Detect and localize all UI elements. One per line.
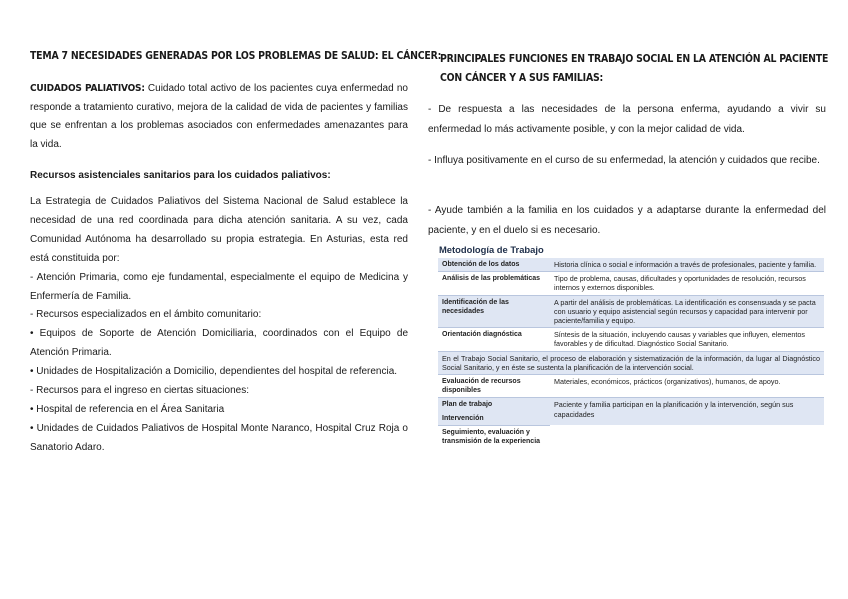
list-item: - Recursos para el ingreso en ciertas situaciones: <box>30 385 249 397</box>
page-title: TEMA 7 NECESIDADES GENERADAS POR LOS PROBLEMAS DE SALUD: EL CÁNCER: <box>30 50 442 62</box>
function-point: - De respuesta a las necesidades de la persona enferma, ayudando a vivir su enfermedad lo más activamente posible, y con la mejor calidad de vida. <box>428 104 826 135</box>
table-row <box>438 375 824 398</box>
cuidados-paliativos-label: CUIDADOS PALIATIVOS: <box>30 83 145 94</box>
row-value: Paciente y familia participan en la planificación y la intervención, según sus capacidades <box>550 398 824 425</box>
list-item: • Unidades de Hospitalización a Domicilio, dependientes del hospital de referencia. <box>30 366 398 378</box>
row-key: Seguimiento, evaluación y transmisión de la experiencia <box>442 428 541 446</box>
list-item: - Recursos especializados en el ámbito comunitario: <box>30 309 262 321</box>
function-point: - Influya positivamente en el curso de su enfermedad, la atención y cuidados que recibe. <box>428 155 820 166</box>
table-row <box>438 258 824 272</box>
row-value: A partir del análisis de problemáticas. La identificación es consensuada y se pacta con usuario y equipo asistencial según recursos y capacidad para intervenir por paciente/familia y equipo. <box>550 295 824 328</box>
section-title: PRINCIPALES FUNCIONES EN TRABAJO SOCIAL EN LA ATENCIÓN AL PACIENTE CON CÁNCER Y A SUS FAMILIAS: <box>440 53 829 84</box>
table-title: Metodología de Trabajo <box>439 244 544 255</box>
row-value: Materiales, económicos, prácticos (organizativos), humanos, de apoyo. <box>550 375 824 398</box>
table-row <box>438 425 824 448</box>
row-key: Orientación diagnóstica <box>438 328 550 351</box>
list-item: • Unidades de Cuidados Paliativos de Hospital Monte Naranco, Hospital Cruz Roja o Sanatorio Adaro. <box>30 422 408 453</box>
row-value: Historia clínica o social e información a través de profesionales, paciente y familia. <box>550 258 824 272</box>
table-row <box>438 295 824 328</box>
list-item: • Hospital de referencia en el Área Sanitaria <box>30 403 225 415</box>
row-key: Obtención de los datos <box>438 258 550 272</box>
recursos-subheading: Recursos asistenciales sanitarios para los cuidados paliativos: <box>30 170 331 181</box>
recursos-list <box>30 193 408 458</box>
row-key: Evaluación de recursos disponibles <box>438 375 550 398</box>
list-item: • Equipos de Soporte de Atención Domiciliaria, coordinados con el Equipo de Atención Primaria. <box>30 328 408 359</box>
function-point: - Ayude también a la familia en los cuidados y a adaptarse durante la enfermedad del paciente, y en el duelo si es necesario. <box>428 205 826 236</box>
row-key: Identificación de las necesidades <box>438 295 550 328</box>
cuidados-paliativos-text: Cuidado total activo de los pacientes cuya enfermedad no responde a tratamiento curativo, mejora de la calidad de vida de pacientes y familias que se enfrentan a los problemas asociados con enfermedades amenazantes para la vida. <box>30 83 408 151</box>
row-key: Plan de trabajo <box>438 398 550 412</box>
table-row <box>438 272 824 295</box>
methodology-table <box>438 258 824 448</box>
list-item: - Atención Primaria, como eje fundamental, especialmente el equipo de Medicina y Enfermería de Familia. <box>30 271 408 302</box>
row-value: Síntesis de la situación, incluyendo causas y variables que influyen, elementos favorables y de dificultad. Diagnóstico Social Sanitario. <box>550 328 824 351</box>
row-value <box>550 425 824 448</box>
table-row <box>438 351 824 374</box>
cuidados-paliativos-paragraph <box>30 80 408 155</box>
row-key: Intervención <box>438 412 550 426</box>
table-row <box>438 398 824 412</box>
row-key: Análisis de las problemáticas <box>438 272 550 295</box>
row-note: En el Trabajo Social Sanitario, el proceso de elaboración y sistematización de la información, da lugar al Diagnóstico Social Sanitario, y en éste se sustenta la planificación de la intervención social. <box>438 351 824 374</box>
row-value: Tipo de problema, causas, dificultades y oportunidades de resolución, recursos internos y externos disponibles. <box>550 272 824 295</box>
list-item: La Estrategia de Cuidados Paliativos del Sistema Nacional de Salud establece la necesidad de una red coordinada para dicha atención sanitaria. A su vez, cada Comunidad Autónoma ha desarrollado su propia estrategia. En Asturias, esta red está constituida por: <box>30 196 408 264</box>
table-row <box>438 328 824 351</box>
